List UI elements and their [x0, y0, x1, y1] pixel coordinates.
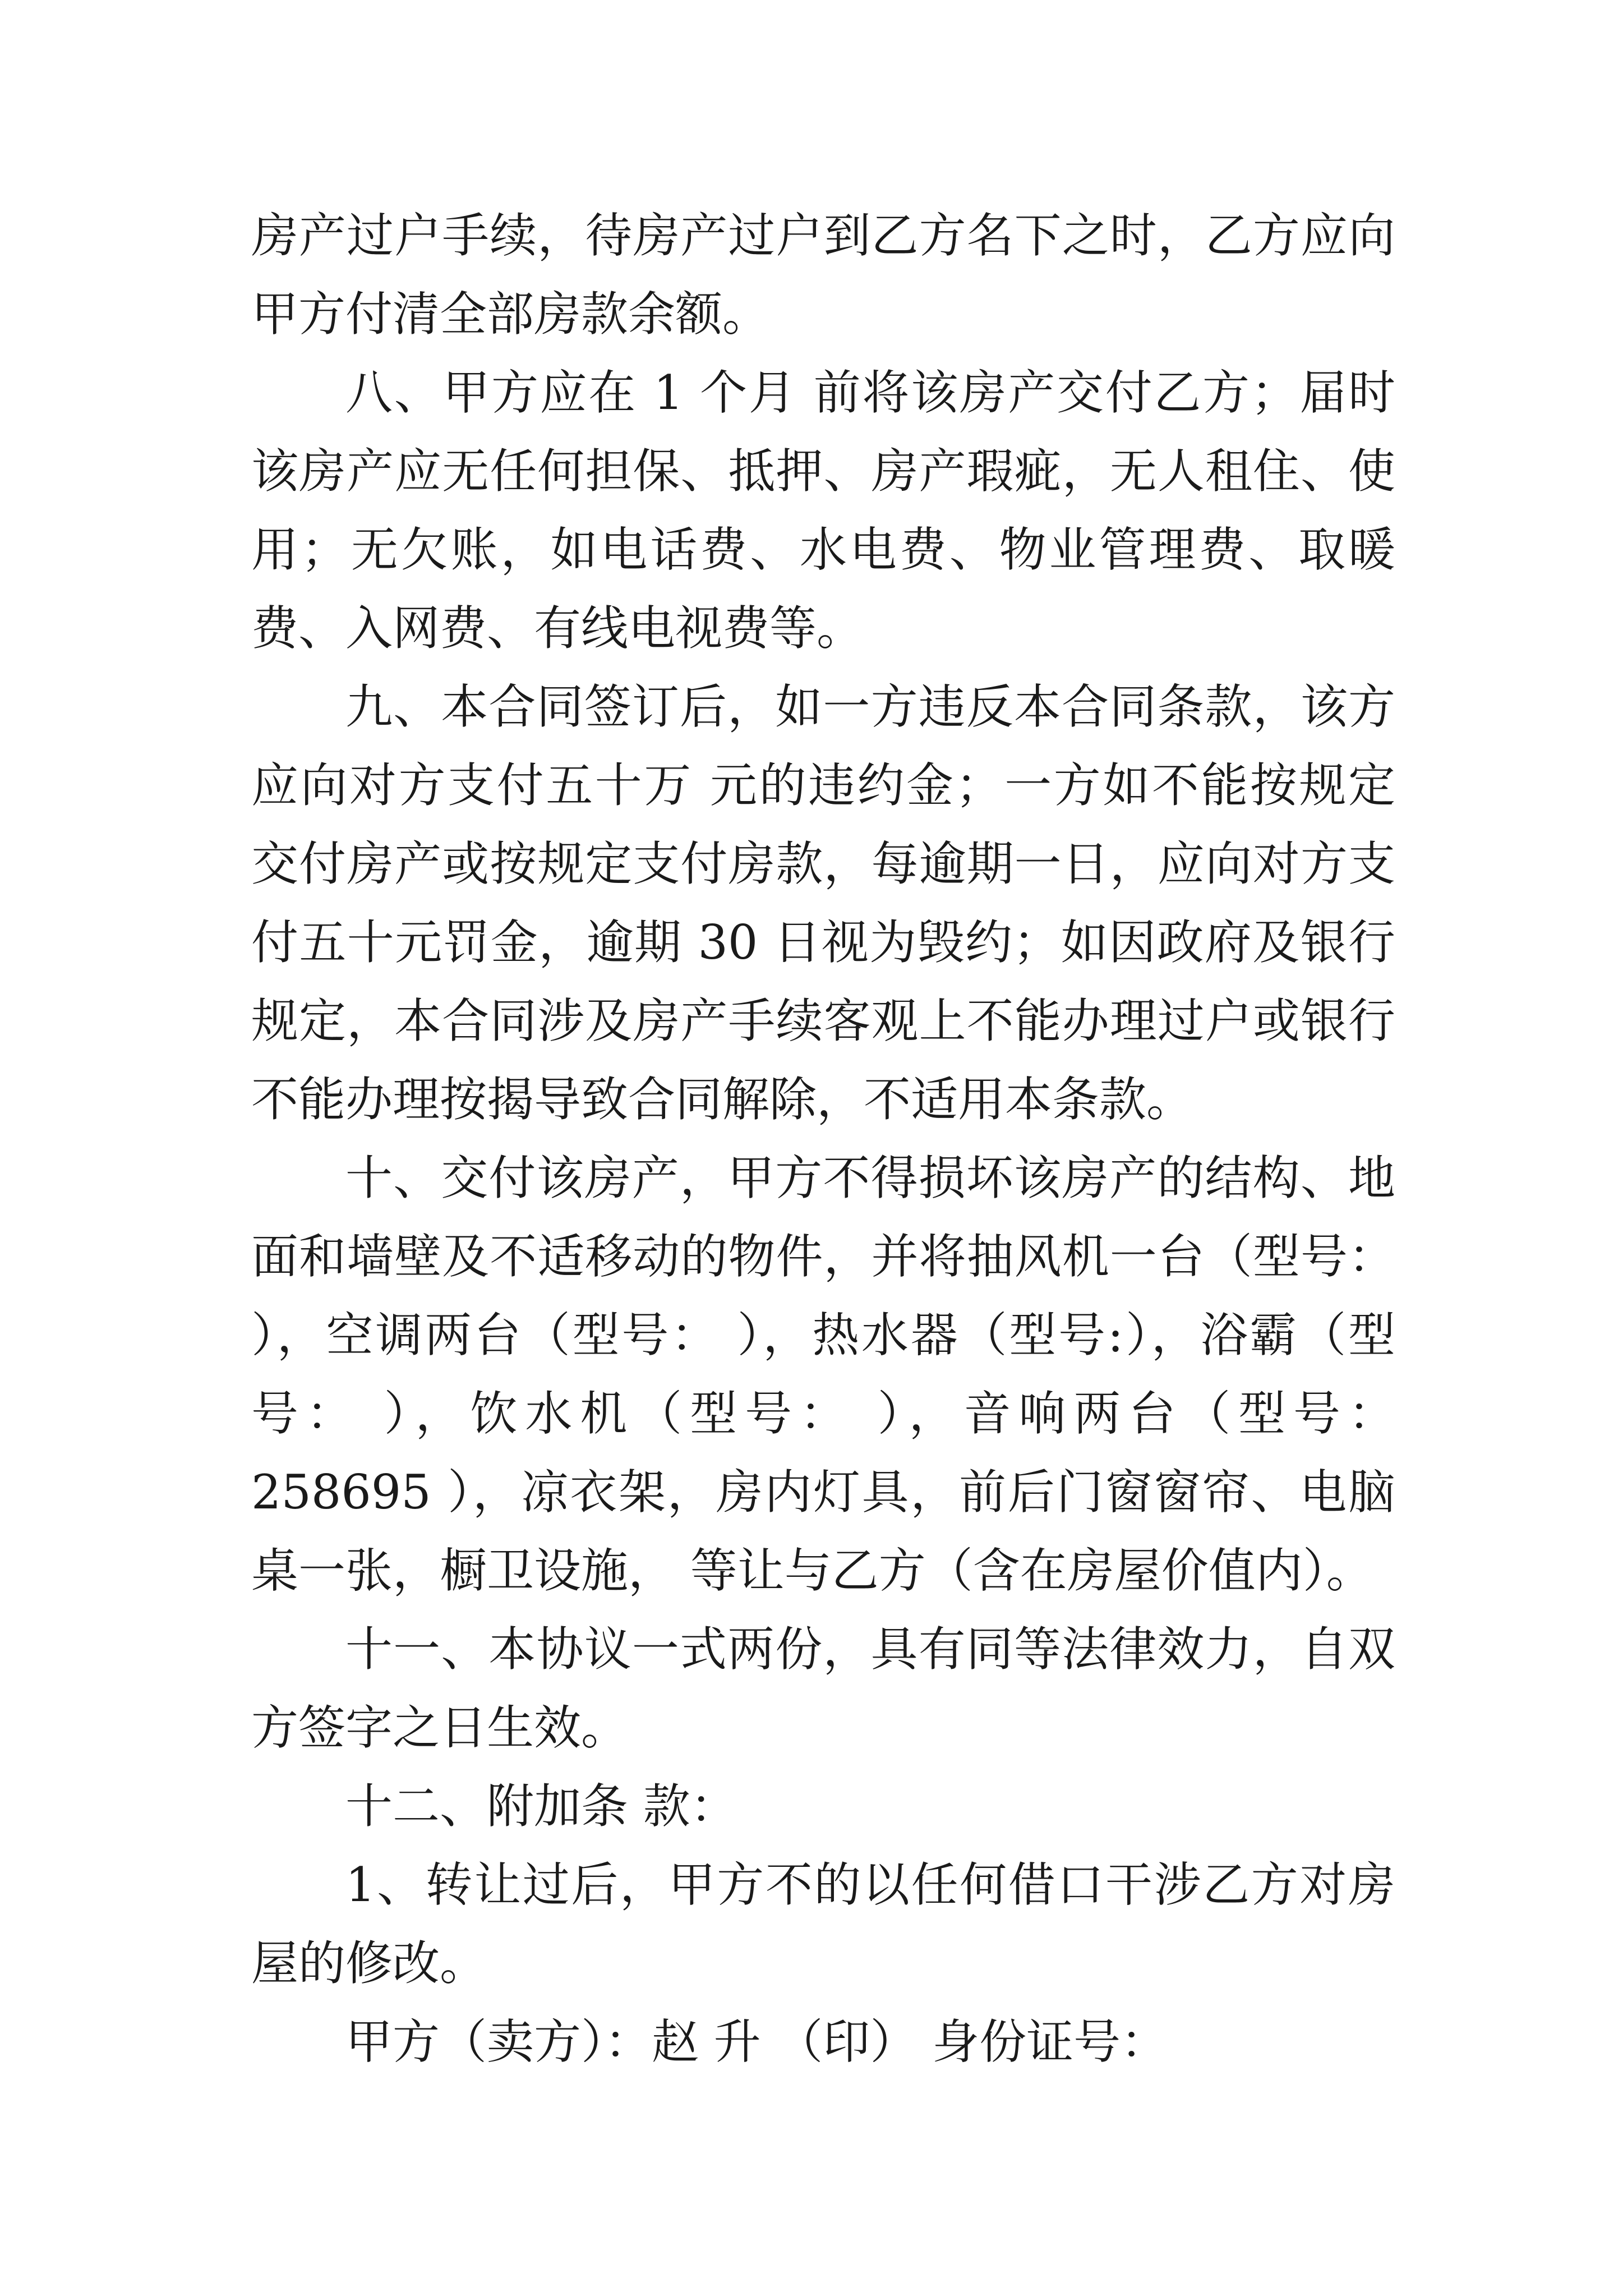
contract-text: [251, 196, 1395, 2081]
paragraph-clause-11: 十一、本协议一式两份，具有同等法律效力，自双方签字之日生效。: [251, 1622, 1395, 1755]
paragraph-additional-term-1: 1、转让过后，甲方不的以任何借口干涉乙方对房屋的修改。: [251, 1857, 1395, 1991]
paragraph-clause-9: 九、本合同签订后，如一方违反本合同条款，该方应向对方支付五十万 元的违约金；一方如不能按规定交付房产或按规定支付房款，每逾期一日，应向对方支付五十元罚金，逾期 30 日视为毁约；如因政府及银行规定，本合同涉及房产手续客观上不能办理过户或银行不能办理按揭导致合同解除，不适用本条款。: [251, 679, 1395, 1127]
paragraph-clause-10: 十、交付该房产，甲方不得损坏该房产的结构、地面和墙壁及不适移动的物件，并将抽风机一台（型号： ），空调两台（型号： ），热水器（型号:），浴霸（型号： ），饮水机（型号： ），音响两台（型号：258695 ），凉衣架，房内灯具，前后门窗窗帘、电脑桌一张，橱卫设施， 等让与乙方（含在房屋价值内）。: [251, 1151, 1395, 1598]
paragraph-clause-12-heading: 十二、附加条 款：: [345, 1779, 737, 1834]
paragraph-clause-8: 八、甲方应在 1 个月 前将该房产交付乙方；届时该房产应无任何担保、抵押、房产瑕疵，无人租住、使用；无欠账，如电话费、水电费、物业管理费、取暖费、入网费、有线电视费等。: [251, 365, 1395, 656]
paragraph-party-a-signature: 甲方（卖方）：赵 升 （印） 身份证号：: [345, 2014, 1168, 2069]
paragraph-continuation: 房产过户手续，待房产过户到乙方名下之时，乙方应向甲方付清全部房款余额。: [251, 208, 1395, 342]
